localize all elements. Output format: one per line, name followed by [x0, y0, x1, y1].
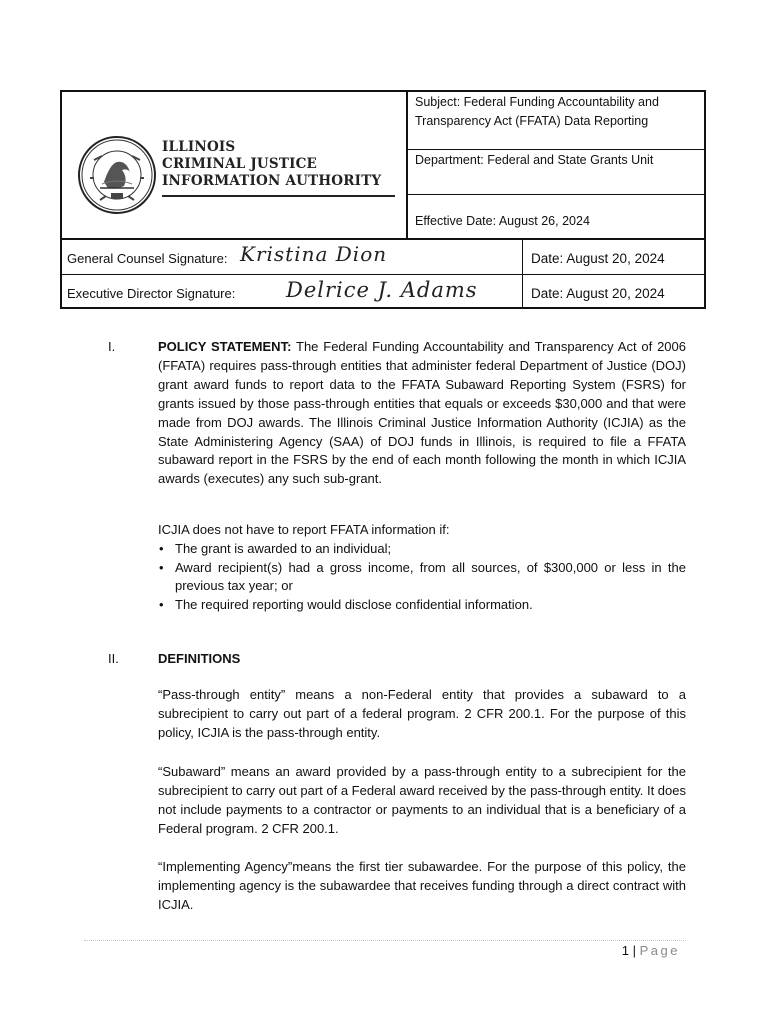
page-label: Page	[639, 943, 680, 958]
page-footer	[622, 943, 680, 958]
header-divider-subject	[406, 149, 704, 150]
list-item: • Award recipient(s) had a gross income, from all sources, of $300,000 or less in the previous tax year; or	[158, 559, 686, 596]
definition-pass-through-entity: “Pass-through entity” means a non-Federal entity that provides a subaward to a subrecipient to carry out part of a federal program. 2 CFR 200.1. For the purpose of this policy, ICJIA is the pass-through entity.	[158, 687, 686, 740]
department-field: Department: Federal and State Grants Unit	[415, 153, 654, 167]
policy-statement-lead: POLICY STATEMENT:	[158, 339, 292, 354]
general-counsel-date: Date: August 20, 2024	[531, 251, 665, 266]
effective-date-field: Effective Date: August 26, 2024	[415, 214, 590, 228]
executive-director-label: Executive Director Signature:	[67, 286, 236, 301]
section-1-number: I.	[108, 339, 116, 354]
general-counsel-signature: Kristina Dion	[240, 242, 388, 266]
signature-date-divider	[522, 238, 523, 309]
header-divider-signatures	[62, 238, 704, 240]
wordmark-underline	[162, 195, 395, 197]
header-divider-department	[406, 194, 704, 195]
page-number: 1	[621, 943, 630, 958]
general-counsel-label: General Counsel Signature:	[67, 251, 228, 266]
wordmark-line-2: CRIMINAL JUSTICE	[162, 156, 318, 172]
header-divider-signature-rows	[62, 274, 704, 275]
executive-director-date: Date: August 20, 2024	[531, 286, 665, 301]
policy-statement-text: The Federal Funding Accountability and Transparency Act of 2006 (FFATA) requires pass-through entities that administer federal Department of Justice (DOJ) grant award funds to report data to the FFATA Subaward Reporting System (FSRS) for grants issued by those pass-through entities that equals or exceeds $30,000 and that were made from DOJ awards. The Illinois Criminal Justice Information Authority (ICJIA) as the State Administering Agency (SAA) of DOJ funds in Illinois, is required to file a FFATA subaward report in the FSRS by the end of each month following the month in which ICJIA awards (executes) any such sub-grant.	[158, 339, 687, 487]
agency-wordmark	[162, 139, 381, 190]
header-divider-vertical	[406, 92, 408, 240]
definition-implementing-agency: “Implementing Agency”means the first tier subawardee. For the purpose of this policy, the implementing agency is the subawardee that receives funding through a direct contract with ICJIA.	[158, 859, 686, 912]
list-item: • The grant is awarded to an individual;	[158, 540, 686, 559]
definitions-heading: DEFINITIONS	[158, 651, 241, 666]
footer-divider	[84, 940, 686, 941]
page-separator: |	[629, 943, 640, 958]
list-item: • The required reporting would disclose confidential information.	[158, 596, 686, 615]
seal-icon	[80, 138, 154, 212]
definition-subaward: “Subaward” means an award provided by a pass-through entity to a subrecipient for the subrecipient to carry out part of a Federal award received by the pass-through entity. It does not include payments to a contractor or payments to an individual that is a beneficiary of a Federal program. 2 CFR 200.1.	[158, 764, 686, 836]
reporting-exceptions-list	[158, 540, 686, 614]
policy-statement-paragraph	[158, 338, 686, 489]
policy-header-table	[60, 90, 706, 309]
reporting-exceptions-intro: ICJIA does not have to report FFATA information if:	[158, 522, 450, 537]
wordmark-line-1: ILLINOIS	[162, 139, 236, 155]
section-2-number: II.	[108, 651, 119, 666]
illinois-state-seal	[78, 136, 156, 214]
subject-field: Subject: Federal Funding Accountability and Transparency Act (FFATA) Data Reporting	[415, 95, 659, 128]
executive-director-signature: Delrice J. Adams	[286, 278, 478, 302]
wordmark-line-3: INFORMATION AUTHORITY	[162, 173, 382, 189]
